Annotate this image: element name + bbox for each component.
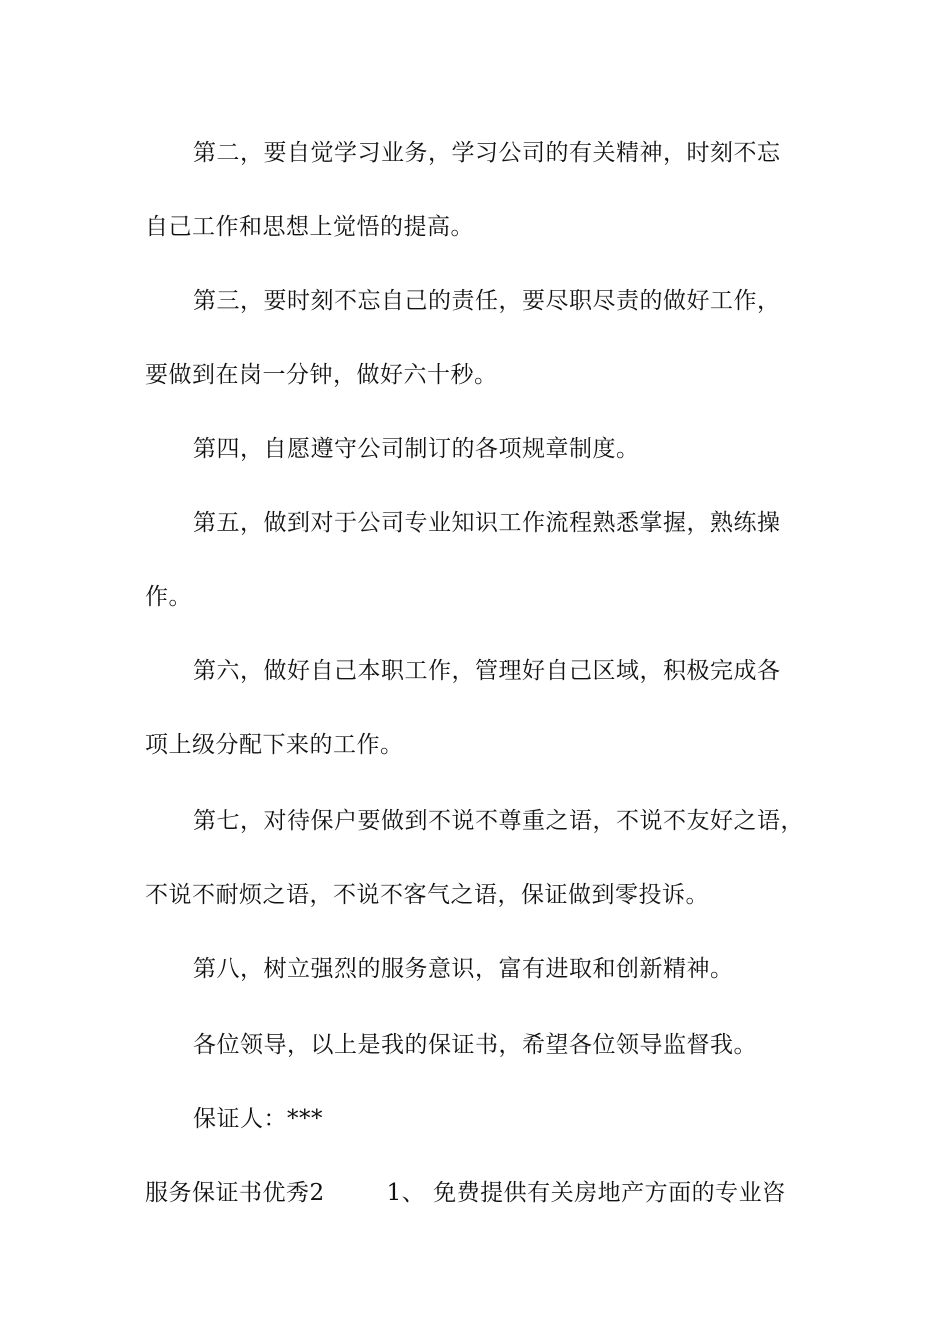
paragraph-line: 各位领导，以上是我的保证书，希望各位领导监督我。 [193,1032,757,1058]
paragraph-line: 不说不耐烦之语，不说不客气之语，保证做到零投诉。 [145,882,709,908]
paragraph-line: 作。 [145,584,192,610]
section-heading: 服务保证书优秀2 [145,1180,325,1206]
paragraph-line: 项上级分配下来的工作。 [145,732,404,758]
paragraph-line: 第二，要自觉学习业务，学习公司的有关精神，时刻不忘 [193,140,781,166]
paragraph-line: 第六，做好自己本职工作，管理好自己区域，积极完成各 [193,658,781,684]
section-heading-line [145,1178,835,1208]
list-item-text: 1、 免费提供有关房地产方面的专业咨 [386,1180,786,1206]
signature-line: 保证人：*** [193,1106,323,1132]
paragraph-line: 自己工作和思想上觉悟的提高。 [145,214,474,240]
paragraph-line: 第四，自愿遵守公司制订的各项规章制度。 [193,436,640,462]
paragraph-line: 要做到在岗一分钟，做好六十秒。 [145,362,498,388]
paragraph-line: 第五，做到对于公司专业知识工作流程熟悉掌握，熟练操 [193,510,781,536]
paragraph-line: 第七，对待保户要做到不说不尊重之语，不说不友好之语， [193,808,804,834]
paragraph-line: 第八，树立强烈的服务意识，富有进取和创新精神。 [193,956,734,982]
paragraph-line: 第三，要时刻不忘自己的责任，要尽职尽责的做好工作， [193,288,781,314]
